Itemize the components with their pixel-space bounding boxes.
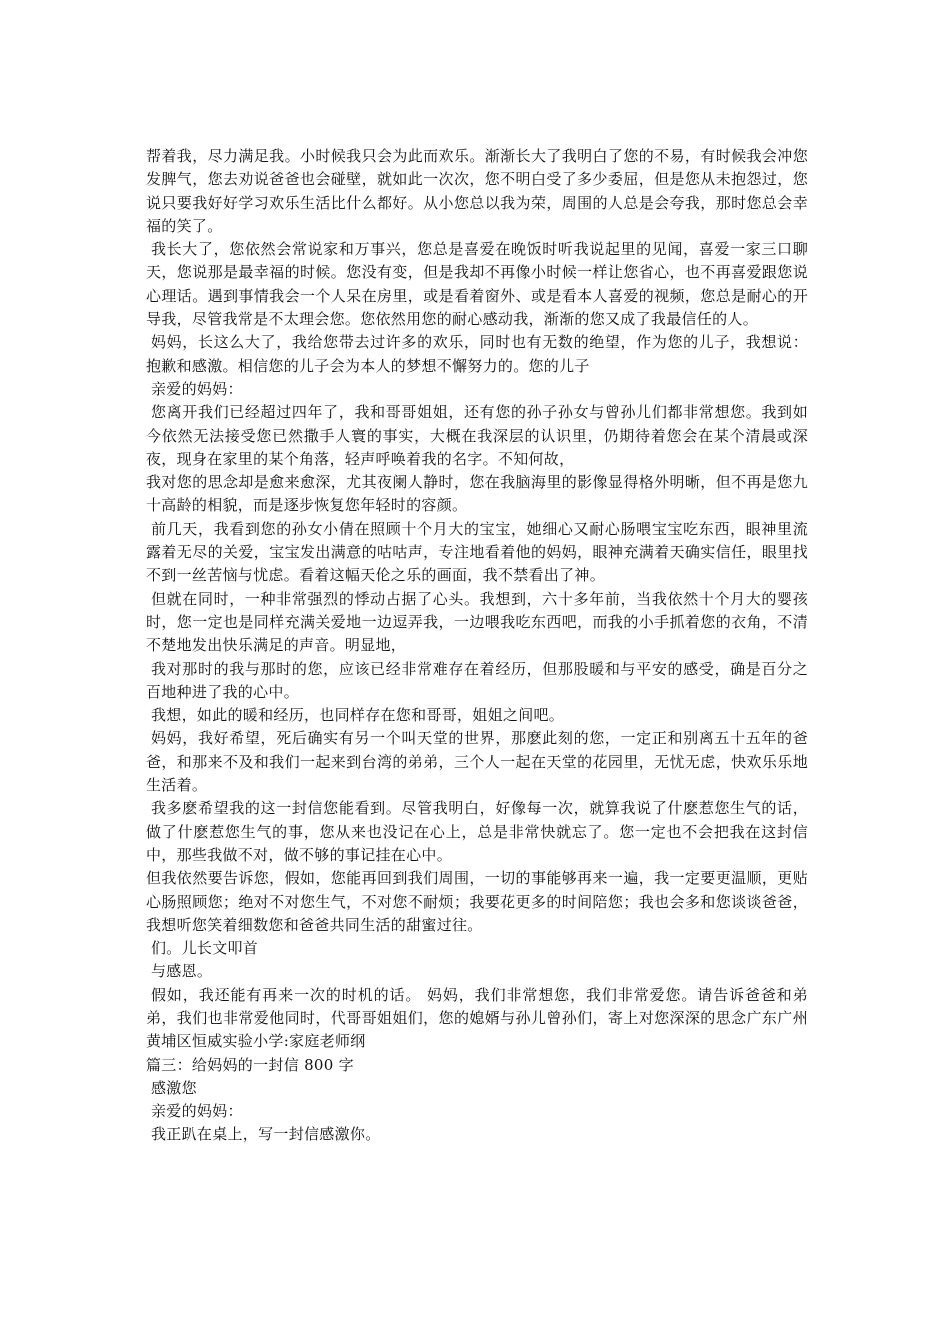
salutation: 亲爱的妈妈： bbox=[151, 1102, 243, 1121]
paragraph: 我长大了，您依然会常说家和万事兴，您总是喜爱在晚饭时听我说起里的见闻，喜爱一家三口聊天，您说那是最幸福的时候。您没有变，但是我却不再像小时候一样让您省心，也不再喜爱跟您说心理话。遇到事情我会一个人呆在房里，或是看着窗外、或是看本人喜爱的视频，您总是耐心的开导我，尽管我常是不太理会您。您依然用您的耐心感动我，渐渐的您又成了我最信任的人。 bbox=[146, 240, 808, 329]
signature-line: 们。儿长文叩首 bbox=[151, 939, 259, 958]
paragraph: 前几天，我看到您的孙女小倩在照顾十个月大的宝宝，她细心又耐心肠喂宝宝吃东西，眼神里流露着无尽的关爱，宝宝发出满意的咕咕声，专注地看着他的妈妈，眼神充满着天确实信任，眼里找不到一丝苦恼与忧虑。看着这幅天伦之乐的画面，我不禁看出了神。 bbox=[146, 519, 808, 585]
paragraph: 但我依然要告诉您，假如，您能再回到我们周围，一切的事能够再来一遍，我一定要更温顺，更贴心肠照顾您；绝对不对您生气，不对您不耐烦；我要花更多的时间陪您；我也会多和您谈谈爸爸，我想听您笑着细数您和爸爸共同生活的甜蜜过往。 bbox=[146, 869, 808, 934]
paragraph: 我对您的思念却是愈来愈深，尤其夜阑人静时，您在我脑海里的影像显得格外明晰，但不再是您九十高龄的相貌，而是逐步恢复您年轻时的容颜。 bbox=[146, 473, 808, 515]
paragraph: 我正趴在桌上，写一封信感激你。 bbox=[151, 1125, 381, 1144]
paragraph: 但就在同时，一种非常强烈的悸动占据了心头。我想到，六十多年前，当我依然十个月大的婴孩时，您一定也是同样充满关爱地一边逗弄我，一边喂我吃东西吧，而我的小手抓着您的衣角，不清不楚地发出快乐满足的声音。明显地， bbox=[146, 589, 808, 655]
section-heading: 篇三：给妈妈的一封信 800 字 bbox=[146, 1055, 354, 1074]
paragraph: 妈妈，我好希望，死后确实有另一个叫天堂的世界，那麽此刻的您，一定正和别离五十五年的爸爸，和那来不及和我们一起来到台湾的弟弟，三个人一起在天堂的花园里，无忧无虑，快欢乐乐地生活着。 bbox=[146, 729, 808, 795]
paragraph: 假如，我还能有再来一次的时机的话。 妈妈，我们非常想您，我们非常爱您。请告诉爸爸和弟弟，我们也非常爱他同时，代哥哥姐姐们，您的媳婿与孙儿曾孙们，寄上对您深深的思念广东广州黄埔区恒威实验小学:家庭老师纲 bbox=[146, 985, 808, 1051]
paragraph: 帮着我，尽力满足我。小时候我只会为此而欢乐。渐渐长大了我明白了您的不易，有时候我会冲您发脾气，您去劝说爸爸也会碰壁，就如此一次次，您不明白受了多少委屈，但是您从未抱怨过，您说只要我好好学习欢乐生活比什么都好。从小您总以我为荣，周围的人总是会夸我，那时您总会幸福的笑了。 bbox=[146, 147, 808, 235]
letter-title: 感激您 bbox=[151, 1078, 197, 1097]
salutation: 亲爱的妈妈： bbox=[151, 379, 243, 398]
paragraph: 我想，如此的暖和经历，也同样存在您和哥哥，姐姐之间吧。 bbox=[151, 706, 565, 725]
paragraph: 我多麽希望我的这一封信您能看到。尽管我明白，好像每一次，就算我说了什麽惹您生气的话，做了什麽惹您生气的事，您从来也没记在心上，总是非常快就忘了。您一定也不会把我在这封信中，那些我做不对，做不够的事记挂在心中。 bbox=[146, 799, 808, 864]
paragraph: 我对那时的我与那时的您，应该已经非常难存在着经历，但那股暖和与平安的感受，确是百分之百地种进了我的心中。 bbox=[146, 659, 808, 701]
paragraph: 妈妈，长这么大了，我给您带去过许多的欢乐，同时也有无数的绝望，作为您的儿子，我想说：抱歉和感激。相信您的儿子会为本人的梦想不懈努力的。您的儿子 bbox=[146, 333, 808, 375]
paragraph: 您离开我们已经超过四年了，我和哥哥姐姐，还有您的孙子孙女与曾孙儿们都非常想您。我到如今依然无法接受您已然撒手人寰的事实，大概在我深层的认识里，仍期待着您会在某个清晨或深夜，现身在家里的某个角落，轻声呼唤着我的名字。不知何故， bbox=[146, 403, 808, 468]
paragraph: 与感恩。 bbox=[151, 962, 213, 981]
letter-body bbox=[146, 145, 808, 1147]
